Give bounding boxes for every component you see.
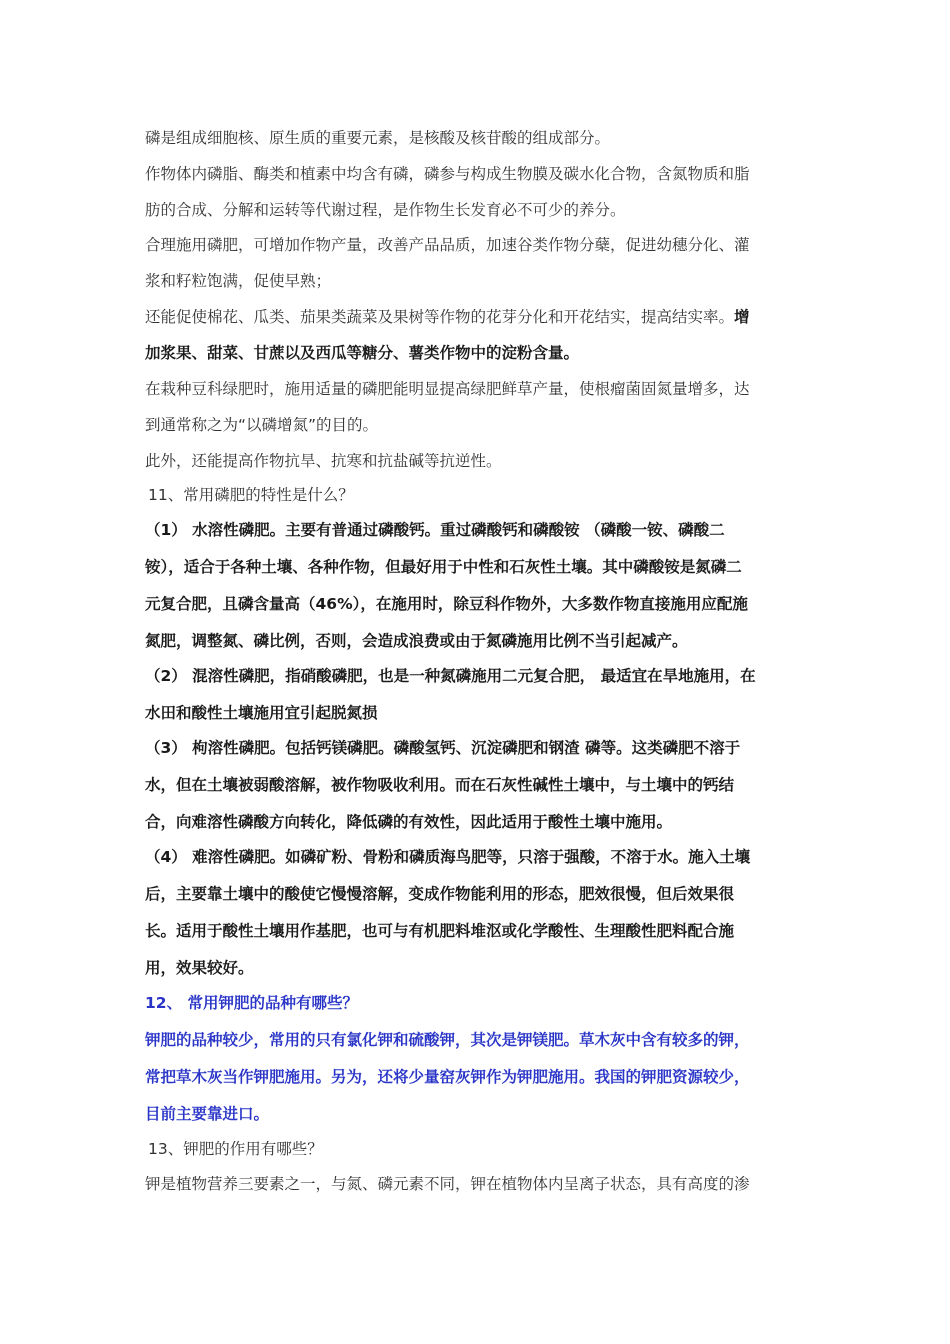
paragraph-line: 浆和籽粒饱满，促使早熟； (145, 272, 332, 290)
answer-line: 常把草木灰当作钾肥施用。另为，还将少量窑灰钾作为钾肥施用。我国的钾肥资源较少， (145, 1068, 750, 1086)
paragraph-line: 磷是组成细胞核、原生质的重要元素，是核酸及核苷酸的组成部分。 (145, 129, 611, 147)
answer-line: 水，但在土壤被弱酸溶解，被作物吸收利用。而在石灰性碱性土壤中，与土壤中的钙结 (145, 776, 735, 794)
answer-line: 铵），适合于各种土壤、各种作物，但最好用于中性和石灰性土壤。其中磷酸铵是氮磷二 (145, 558, 742, 576)
paragraph-line: 肪的合成、分解和运转等代谢过程，是作物生长发育必不可少的养分。 (145, 201, 626, 219)
answer-line: 氮肥，调整氮、磷比例，否则，会造成浪费或由于氮磷施用比例不当引起减产。 (145, 632, 688, 650)
answer-line: （4） 难溶性磷肥。如磷矿粉、骨粉和磷质海鸟肥等，只溶于强酸，不溶于水。施入土壤 (145, 848, 751, 866)
answer-line: 元复合肥，且磷含量高（46%），在施用时，除豆科作物外，大多数作物直接施用应配施 (145, 595, 748, 613)
answer-line: 钾肥的品种较少，常用的只有氯化钾和硫酸钾，其次是钾镁肥。草木灰中含有较多的钾， (145, 1031, 750, 1049)
paragraph-line: 到通常称之为“以磷增氮”的目的。 (145, 416, 379, 434)
question-heading: 13、钾肥的作用有哪些？ (148, 1140, 323, 1158)
paragraph-text: 还能促使棉花、瓜类、茄果类蔬菜及果树等作物的花芽分化和开花结实，提高结实率。 (145, 308, 735, 326)
paragraph-line: 钾是植物营养三要素之一，与氮、磷元素不同，钾在植物体内呈离子状态，具有高度的渗 (145, 1175, 750, 1193)
answer-line: 水田和酸性土壤施用宜引起脱氮损 (145, 704, 378, 722)
paragraph-line (145, 307, 810, 327)
paragraph-line: 在栽种豆科绿肥时，施用适量的磷肥能明显提高绿肥鲜草产量，使根瘤菌固氮量增多，达 (145, 380, 750, 398)
bold-line: 加浆果、甜菜、甘蔗以及西瓜等糖分、薯类作物中的淀粉含量。 (145, 344, 580, 362)
answer-line: （3） 枸溶性磷肥。包括钙镁磷肥。磷酸氢钙、沉淀磷肥和钢渣 磷等。这类磷肥不溶于 (145, 739, 741, 757)
answer-line: 合，向难溶性磷酸方向转化，降低磷的有效性，因此适用于酸性土壤中施用。 (145, 813, 673, 831)
answer-line: 后，主要靠土壤中的酸使它慢慢溶解，变成作物能利用的形态，肥效很慢，但后效果很 (145, 885, 735, 903)
paragraph-line: 此外，还能提高作物抗旱、抗寒和抗盐碱等抗逆性。 (145, 452, 502, 470)
paragraph-line: 作物体内磷脂、酶类和植素中均含有磷，磷参与构成生物膜及碳水化合物，含氮物质和脂 (145, 165, 750, 183)
answer-line: 长。适用于酸性土壤用作基肥，也可与有机肥料堆沤或化学酸性、生理酸性肥料配合施 (145, 922, 735, 940)
bold-text: 增 (734, 308, 750, 326)
paragraph-line: 合理施用磷肥，可增加作物产量，改善产品品质，加速谷类作物分蘖，促进幼穗分化、灌 (145, 236, 750, 254)
answer-line: （1） 水溶性磷肥。主要有普通过磷酸钙。重过磷酸钙和磷酸铵 （磷酸一铵、磷酸二 (145, 521, 725, 539)
answer-line: 目前主要靠进口。 (145, 1105, 270, 1123)
question-heading: 12、 常用钾肥的品种有哪些？ (145, 994, 358, 1012)
question-heading: 11、常用磷肥的特性是什么？ (148, 486, 354, 504)
answer-line: （2） 混溶性磷肥，指硝酸磷肥，也是一种氮磷施用二元复合肥， 最适宜在旱地施用，在 (145, 667, 756, 685)
answer-line: 用，效果较好。 (145, 959, 254, 977)
